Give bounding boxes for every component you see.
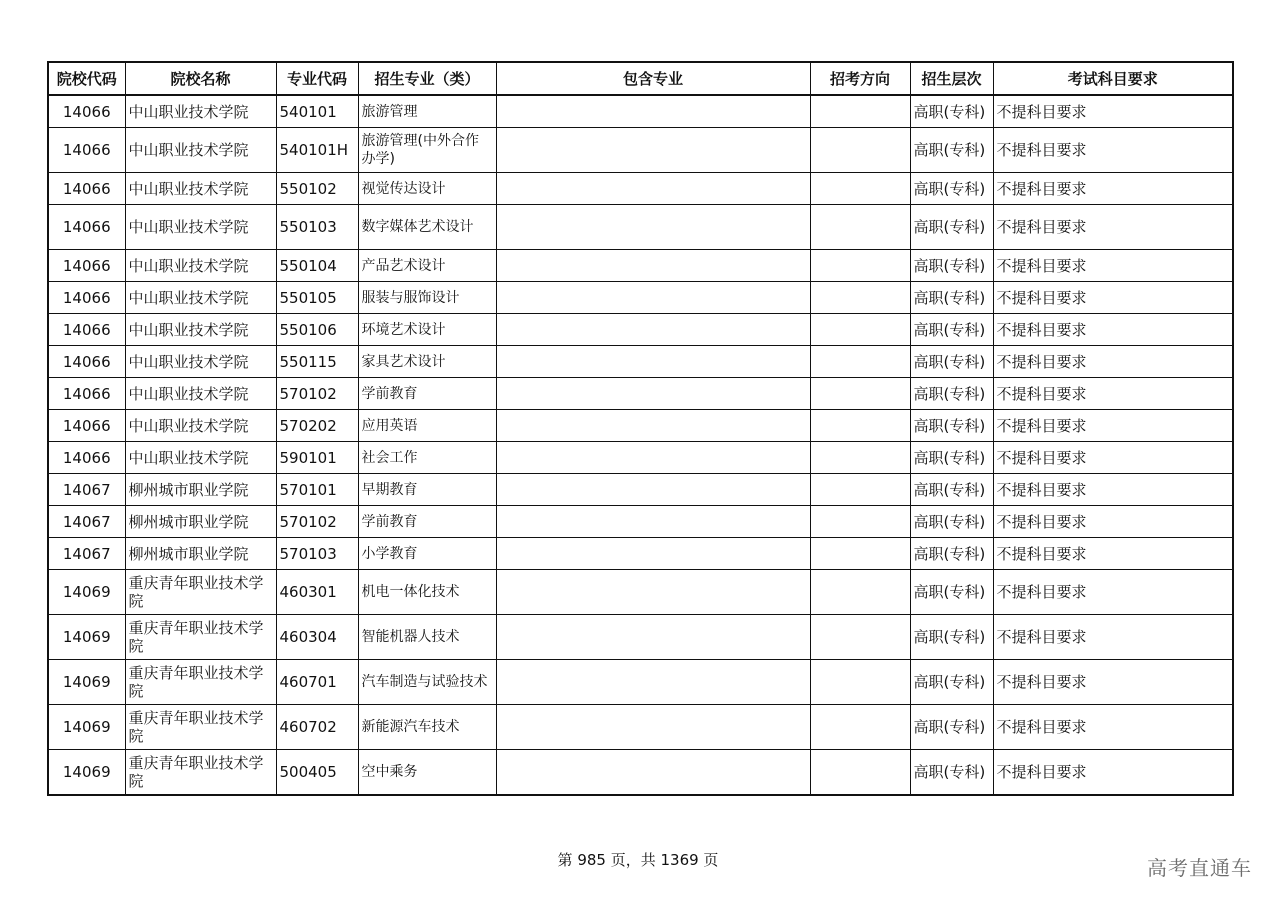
included-majors-cell <box>496 173 810 205</box>
table-row <box>48 570 1233 615</box>
table-row <box>48 378 1233 410</box>
included-majors-cell <box>496 538 810 570</box>
subject-requirement-cell: 不提科目要求 <box>993 205 1233 250</box>
school-code-cell: 14066 <box>48 173 125 205</box>
major-cell: 环境艺术设计 <box>358 314 496 346</box>
table-row <box>48 660 1233 705</box>
major-code-cell: 500405 <box>276 750 358 796</box>
major-cell: 新能源汽车技术 <box>358 705 496 750</box>
level-cell: 高职(专科) <box>910 538 993 570</box>
major-cell: 家具艺术设计 <box>358 346 496 378</box>
level-cell: 高职(专科) <box>910 205 993 250</box>
subject-requirement-cell: 不提科目要求 <box>993 378 1233 410</box>
table-row <box>48 282 1233 314</box>
major-code-cell: 550104 <box>276 250 358 282</box>
school-code-cell: 14069 <box>48 660 125 705</box>
direction-cell <box>810 378 910 410</box>
direction-cell <box>810 346 910 378</box>
school-name-cell: 重庆青年职业技术学院 <box>125 570 276 615</box>
major-code-cell: 460304 <box>276 615 358 660</box>
school-name-cell: 中山职业技术学院 <box>125 250 276 282</box>
school-name-cell: 中山职业技术学院 <box>125 173 276 205</box>
major-cell: 数字媒体艺术设计 <box>358 205 496 250</box>
major-code-cell: 570102 <box>276 378 358 410</box>
table-row <box>48 250 1233 282</box>
school-code-cell: 14069 <box>48 750 125 796</box>
school-code-cell: 14069 <box>48 570 125 615</box>
school-code-cell: 14066 <box>48 250 125 282</box>
major-code-cell: 550105 <box>276 282 358 314</box>
table-header-row <box>48 62 1233 95</box>
table-row <box>48 615 1233 660</box>
table-row <box>48 474 1233 506</box>
header-direction: 招考方向 <box>810 62 910 95</box>
major-code-cell: 570101 <box>276 474 358 506</box>
school-code-cell: 14066 <box>48 442 125 474</box>
included-majors-cell <box>496 250 810 282</box>
included-majors-cell <box>496 570 810 615</box>
subject-requirement-cell: 不提科目要求 <box>993 346 1233 378</box>
direction-cell <box>810 538 910 570</box>
admission-table <box>47 61 1234 796</box>
direction-cell <box>810 442 910 474</box>
header-subject-requirement: 考试科目要求 <box>993 62 1233 95</box>
direction-cell <box>810 705 910 750</box>
included-majors-cell <box>496 442 810 474</box>
header-included-majors: 包含专业 <box>496 62 810 95</box>
table-row <box>48 506 1233 538</box>
school-code-cell: 14069 <box>48 705 125 750</box>
major-cell: 机电一体化技术 <box>358 570 496 615</box>
level-cell: 高职(专科) <box>910 250 993 282</box>
header-school-name: 院校名称 <box>125 62 276 95</box>
included-majors-cell <box>496 506 810 538</box>
school-name-cell: 中山职业技术学院 <box>125 128 276 173</box>
subject-requirement-cell: 不提科目要求 <box>993 314 1233 346</box>
direction-cell <box>810 128 910 173</box>
direction-cell <box>810 570 910 615</box>
school-name-cell: 中山职业技术学院 <box>125 282 276 314</box>
table-row <box>48 538 1233 570</box>
school-name-cell: 中山职业技术学院 <box>125 410 276 442</box>
major-cell: 学前教育 <box>358 378 496 410</box>
major-cell: 智能机器人技术 <box>358 615 496 660</box>
direction-cell <box>810 410 910 442</box>
direction-cell <box>810 282 910 314</box>
school-code-cell: 14066 <box>48 346 125 378</box>
direction-cell <box>810 474 910 506</box>
subject-requirement-cell: 不提科目要求 <box>993 474 1233 506</box>
major-cell: 小学教育 <box>358 538 496 570</box>
school-name-cell: 中山职业技术学院 <box>125 442 276 474</box>
table-row <box>48 128 1233 173</box>
major-code-cell: 540101 <box>276 95 358 128</box>
major-code-cell: 550103 <box>276 205 358 250</box>
table-row <box>48 205 1233 250</box>
included-majors-cell <box>496 410 810 442</box>
major-code-cell: 550102 <box>276 173 358 205</box>
subject-requirement-cell: 不提科目要求 <box>993 570 1233 615</box>
table-row <box>48 95 1233 128</box>
direction-cell <box>810 173 910 205</box>
school-name-cell: 中山职业技术学院 <box>125 95 276 128</box>
level-cell: 高职(专科) <box>910 506 993 538</box>
school-code-cell: 14066 <box>48 282 125 314</box>
table-row <box>48 705 1233 750</box>
level-cell: 高职(专科) <box>910 442 993 474</box>
included-majors-cell <box>496 314 810 346</box>
direction-cell <box>810 750 910 796</box>
direction-cell <box>810 615 910 660</box>
included-majors-cell <box>496 705 810 750</box>
level-cell: 高职(专科) <box>910 346 993 378</box>
table-row <box>48 442 1233 474</box>
subject-requirement-cell: 不提科目要求 <box>993 173 1233 205</box>
subject-requirement-cell: 不提科目要求 <box>993 128 1233 173</box>
level-cell: 高职(专科) <box>910 660 993 705</box>
major-cell: 早期教育 <box>358 474 496 506</box>
included-majors-cell <box>496 346 810 378</box>
table-row <box>48 410 1233 442</box>
school-name-cell: 中山职业技术学院 <box>125 346 276 378</box>
school-code-cell: 14069 <box>48 615 125 660</box>
direction-cell <box>810 506 910 538</box>
school-name-cell: 柳州城市职业学院 <box>125 538 276 570</box>
included-majors-cell <box>496 95 810 128</box>
direction-cell <box>810 205 910 250</box>
school-name-cell: 重庆青年职业技术学院 <box>125 750 276 796</box>
level-cell: 高职(专科) <box>910 750 993 796</box>
admission-table-container <box>47 61 1234 796</box>
major-cell: 旅游管理(中外合作办学) <box>358 128 496 173</box>
table-row <box>48 346 1233 378</box>
level-cell: 高职(专科) <box>910 282 993 314</box>
major-cell: 学前教育 <box>358 506 496 538</box>
major-code-cell: 540101H <box>276 128 358 173</box>
level-cell: 高职(专科) <box>910 474 993 506</box>
header-major: 招生专业（类） <box>358 62 496 95</box>
included-majors-cell <box>496 128 810 173</box>
subject-requirement-cell: 不提科目要求 <box>993 660 1233 705</box>
major-cell: 空中乘务 <box>358 750 496 796</box>
subject-requirement-cell: 不提科目要求 <box>993 250 1233 282</box>
table-row <box>48 314 1233 346</box>
major-code-cell: 460301 <box>276 570 358 615</box>
school-code-cell: 14066 <box>48 95 125 128</box>
subject-requirement-cell: 不提科目要求 <box>993 615 1233 660</box>
header-school-code: 院校代码 <box>48 62 125 95</box>
school-code-cell: 14066 <box>48 205 125 250</box>
school-code-cell: 14066 <box>48 314 125 346</box>
school-name-cell: 中山职业技术学院 <box>125 205 276 250</box>
included-majors-cell <box>496 660 810 705</box>
header-level: 招生层次 <box>910 62 993 95</box>
school-name-cell: 重庆青年职业技术学院 <box>125 705 276 750</box>
level-cell: 高职(专科) <box>910 705 993 750</box>
subject-requirement-cell: 不提科目要求 <box>993 442 1233 474</box>
major-code-cell: 460702 <box>276 705 358 750</box>
level-cell: 高职(专科) <box>910 128 993 173</box>
included-majors-cell <box>496 750 810 796</box>
table-row <box>48 750 1233 796</box>
school-name-cell: 中山职业技术学院 <box>125 378 276 410</box>
direction-cell <box>810 95 910 128</box>
major-code-cell: 550106 <box>276 314 358 346</box>
major-code-cell: 570103 <box>276 538 358 570</box>
school-name-cell: 柳州城市职业学院 <box>125 474 276 506</box>
school-code-cell: 14066 <box>48 128 125 173</box>
direction-cell <box>810 660 910 705</box>
level-cell: 高职(专科) <box>910 314 993 346</box>
school-name-cell: 重庆青年职业技术学院 <box>125 660 276 705</box>
major-code-cell: 570202 <box>276 410 358 442</box>
major-cell: 视觉传达设计 <box>358 173 496 205</box>
school-name-cell: 重庆青年职业技术学院 <box>125 615 276 660</box>
major-code-cell: 550115 <box>276 346 358 378</box>
included-majors-cell <box>496 615 810 660</box>
included-majors-cell <box>496 378 810 410</box>
subject-requirement-cell: 不提科目要求 <box>993 538 1233 570</box>
level-cell: 高职(专科) <box>910 615 993 660</box>
level-cell: 高职(专科) <box>910 173 993 205</box>
included-majors-cell <box>496 205 810 250</box>
school-code-cell: 14066 <box>48 378 125 410</box>
header-major-code: 专业代码 <box>276 62 358 95</box>
major-cell: 产品艺术设计 <box>358 250 496 282</box>
major-code-cell: 590101 <box>276 442 358 474</box>
direction-cell <box>810 250 910 282</box>
major-cell: 应用英语 <box>358 410 496 442</box>
subject-requirement-cell: 不提科目要求 <box>993 750 1233 796</box>
subject-requirement-cell: 不提科目要求 <box>993 705 1233 750</box>
direction-cell <box>810 314 910 346</box>
page-number: 第 985 页，共 1369 页 <box>557 851 719 869</box>
school-code-cell: 14067 <box>48 474 125 506</box>
school-code-cell: 14067 <box>48 506 125 538</box>
school-code-cell: 14067 <box>48 538 125 570</box>
major-cell: 服装与服饰设计 <box>358 282 496 314</box>
major-cell: 汽车制造与试验技术 <box>358 660 496 705</box>
subject-requirement-cell: 不提科目要求 <box>993 410 1233 442</box>
subject-requirement-cell: 不提科目要求 <box>993 282 1233 314</box>
level-cell: 高职(专科) <box>910 570 993 615</box>
major-cell: 旅游管理 <box>358 95 496 128</box>
subject-requirement-cell: 不提科目要求 <box>993 95 1233 128</box>
subject-requirement-cell: 不提科目要求 <box>993 506 1233 538</box>
major-code-cell: 570102 <box>276 506 358 538</box>
major-cell: 社会工作 <box>358 442 496 474</box>
school-code-cell: 14066 <box>48 410 125 442</box>
watermark-logo: 高考直通车 <box>1147 856 1252 880</box>
level-cell: 高职(专科) <box>910 378 993 410</box>
level-cell: 高职(专科) <box>910 95 993 128</box>
included-majors-cell <box>496 474 810 506</box>
school-name-cell: 柳州城市职业学院 <box>125 506 276 538</box>
table-row <box>48 173 1233 205</box>
major-code-cell: 460701 <box>276 660 358 705</box>
school-name-cell: 中山职业技术学院 <box>125 314 276 346</box>
included-majors-cell <box>496 282 810 314</box>
level-cell: 高职(专科) <box>910 410 993 442</box>
